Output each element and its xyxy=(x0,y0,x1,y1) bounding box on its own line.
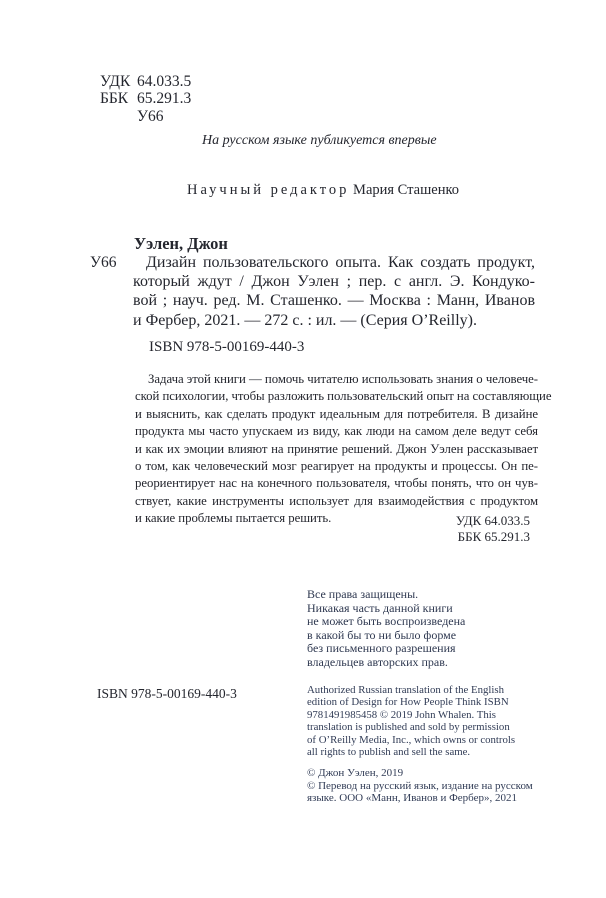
rights-line: Все права защищены. xyxy=(307,587,419,601)
science-editor-line xyxy=(187,182,459,199)
annotation-line: ской психологии, чтобы разложить пользовательский опыт на составляющие xyxy=(135,389,552,404)
english-line: of O’Reilly Media, Inc., which owns or controls xyxy=(307,733,516,746)
english-notice xyxy=(307,684,515,758)
annotation-line: и как их эмоции влияют на принятие решений. Джон Уэлен рассказывает xyxy=(135,441,538,456)
annotation-paragraph xyxy=(135,371,552,528)
udk-label: УДК xyxy=(100,73,131,90)
annotation-line: Задача этой книги — помочь читателю использовать знания о человече- xyxy=(148,372,538,386)
rights-line: Никакая часть данной книги xyxy=(307,600,453,615)
citation-author-sign: У66 xyxy=(90,254,117,271)
citation-line: Дизайн пользовательского опыта. Как создать продукт, xyxy=(146,254,535,271)
author-sign: У66 xyxy=(137,107,164,125)
bbk-value: 65.291.3 xyxy=(137,90,192,108)
citation-line: вой ; науч. ред. М. Сташенко. — Москва : Манн, Иванов xyxy=(133,292,535,310)
udk-value: 64.033.5 xyxy=(137,73,192,90)
udk-right-line: УДК 64.033.5 xyxy=(455,513,530,528)
citation-paragraph xyxy=(133,253,535,330)
copyright-line: языке. ООО «Манн, Иванов и Фербер», 2021 xyxy=(307,792,518,805)
science-editor-name: Мария Сташенко xyxy=(353,182,460,198)
isbn-bottom: ISBN 978-5-00169-440-3 xyxy=(97,686,237,701)
english-line: edition of Design for How People Think ISBN xyxy=(307,696,509,709)
annotation-line: продукта мы часто упускаем из виду, как люди на самом деле ведут себя xyxy=(135,424,538,439)
english-line: 9781491985458 © 2019 John Whalen. This xyxy=(307,708,496,721)
rights-line: в какой бы то ни было форме xyxy=(307,627,457,642)
isbn-main: ISBN 978-5-00169-440-3 xyxy=(149,339,305,355)
copyright-notice xyxy=(307,767,533,805)
english-line: translation is published and sold by permission xyxy=(307,721,510,734)
annotation-line: ствует, какие инструменты использует для взаимодействия с продуктом xyxy=(135,493,538,508)
bbk-right-line: ББК 65.291.3 xyxy=(457,528,530,544)
copyright-line: © Джон Уэлен, 2019 xyxy=(307,767,404,779)
top-classification-block xyxy=(100,73,191,125)
citation-author-heading: Уэлен, Джон xyxy=(134,234,228,253)
english-line: all rights to publish and sell the same. xyxy=(307,746,471,759)
copyright-line: © Перевод на русский язык, издание на русском xyxy=(307,779,533,792)
annotation-line: и какие проблемы пытается решить. xyxy=(135,511,332,526)
bbk-label: ББК xyxy=(100,90,129,108)
rights-line: не может быть воспроизведена xyxy=(307,614,466,628)
rights-line: владельцев авторских прав. xyxy=(307,654,448,669)
author-sign-spacer xyxy=(100,108,137,125)
udk-row xyxy=(100,73,191,90)
author-sign-row xyxy=(100,108,191,125)
citation-line: который ждут / Джон Уэлен ; пер. с англ. Э. Кондуко- xyxy=(133,273,535,291)
annotation-line: и выяснить, как сделать продукт идеальным для потребителя. В дизайне xyxy=(135,406,538,421)
english-line: Authorized Russian translation of the English xyxy=(307,684,505,696)
bbk-row xyxy=(100,90,191,107)
citation-line: и Фербер, 2021. — 272 с. : ил. — (Серия O’Reilly). xyxy=(133,311,477,329)
first-publication-note: На русском языке публикуется впервые xyxy=(202,133,437,148)
science-editor-label: Научный редактор xyxy=(187,182,350,198)
annotation-line: о том, как человеческий мозг реагирует на продукты и процессы. Он пе- xyxy=(135,459,538,474)
rights-line: без письменного разрешения xyxy=(307,641,456,655)
classification-right-block xyxy=(135,513,530,544)
annotation-line: реориентирует нас на конечного пользователя, чтобы понять, что он чув- xyxy=(135,476,538,491)
rights-notice xyxy=(307,588,465,669)
